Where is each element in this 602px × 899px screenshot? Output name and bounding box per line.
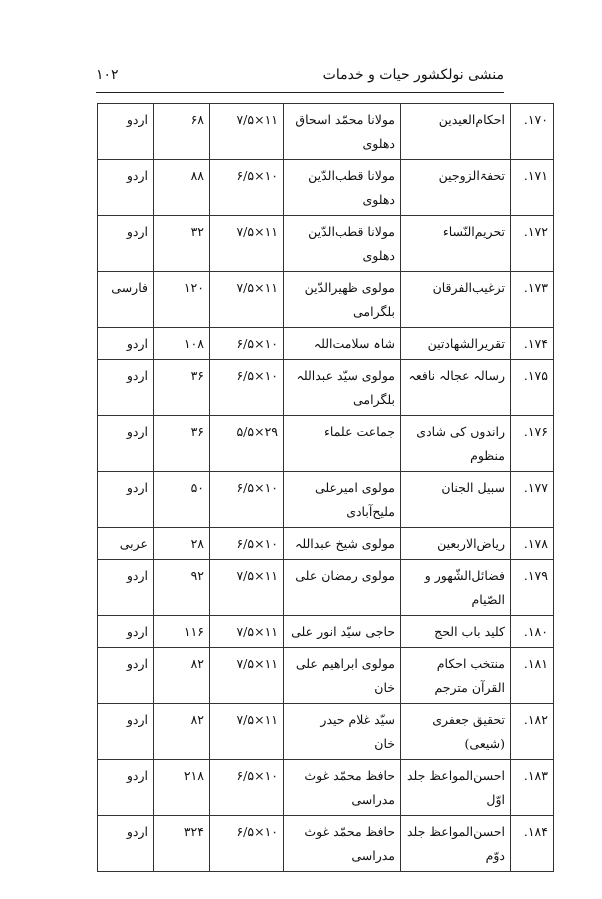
book-size-cell — [210, 560, 284, 616]
page-count-text: ۱۲۰ — [183, 280, 204, 295]
language-cell — [98, 528, 154, 560]
page-count-cell — [154, 328, 210, 360]
book-size-cell — [210, 528, 284, 560]
entry-number-cell — [511, 616, 554, 648]
language-text: اردو — [126, 480, 148, 495]
table-row — [98, 560, 554, 616]
author-line: حافظ محمّد غوث — [304, 824, 395, 839]
book-title-line: اوّل — [486, 792, 505, 807]
book-title-line: ریاض‌الاربعین — [437, 536, 505, 551]
book-title-cell — [401, 760, 511, 816]
author-cell — [284, 648, 401, 704]
author-cell — [284, 160, 401, 216]
entry-number-text: ۱۷۲. — [523, 224, 548, 239]
language-text: اردو — [126, 168, 148, 183]
language-text: عربی — [119, 536, 148, 551]
catalog-body — [98, 104, 554, 872]
page-number: ۱۰۲ — [96, 67, 119, 83]
entry-number-cell — [511, 272, 554, 328]
page-count-cell — [154, 616, 210, 648]
language-text: اردو — [126, 656, 148, 671]
book-size-text: ۱۰×۶/۵ — [236, 480, 278, 495]
book-size-cell — [210, 360, 284, 416]
book-title-cell — [401, 104, 511, 160]
author-line: مولوی سیّد عبداللہ — [296, 368, 395, 383]
table-row — [98, 328, 554, 360]
table-row — [98, 472, 554, 528]
book-size-text: ۱۰×۶/۵ — [236, 536, 278, 551]
table-row — [98, 528, 554, 560]
page-count-text: ۸۲ — [190, 656, 204, 671]
author-line: دھلوی — [362, 136, 395, 151]
author-line: مدراسی — [351, 848, 395, 863]
author-line: مولوی شیخ عبداللہ — [295, 536, 395, 551]
entry-number-cell — [511, 528, 554, 560]
book-title-cell — [401, 560, 511, 616]
language-text: اردو — [126, 568, 148, 583]
table-row — [98, 816, 554, 872]
page-count-cell — [154, 216, 210, 272]
book-size-cell — [210, 616, 284, 648]
entry-number-text: ۱۸۱. — [523, 656, 548, 671]
author-line: بلگرامی — [352, 392, 395, 407]
book-title-line: رسالہ عجالہ نافعہ — [408, 368, 505, 383]
book-size-text: ۱۱×۷/۵ — [236, 224, 278, 239]
language-text: اردو — [126, 112, 148, 127]
author-line: مولانا محمّد اسحاق — [295, 112, 395, 127]
book-title-cell — [401, 160, 511, 216]
book-size-text: ۱۰×۶/۵ — [236, 768, 278, 783]
page-count-cell — [154, 272, 210, 328]
page-count-cell — [154, 816, 210, 872]
book-title-cell — [401, 616, 511, 648]
entry-number-text: ۱۷۶. — [523, 424, 548, 439]
book-size-cell — [210, 160, 284, 216]
language-cell — [98, 704, 154, 760]
author-line: بلگرامی — [352, 304, 395, 319]
running-title: منشی نولکشور حیات و خدمات — [322, 67, 504, 83]
author-cell — [284, 616, 401, 648]
entry-number-cell — [511, 104, 554, 160]
author-line: شاہ سلامت‌اللہ — [313, 336, 395, 351]
entry-number-cell — [511, 416, 554, 472]
book-size-text: ۲۹×۵/۵ — [236, 424, 278, 439]
entry-number-cell — [511, 560, 554, 616]
book-size-text: ۱۱×۷/۵ — [236, 712, 278, 727]
entry-number-text: ۱۸۴. — [523, 824, 548, 839]
page-count-cell — [154, 472, 210, 528]
entry-number-cell — [511, 160, 554, 216]
language-text: اردو — [126, 768, 148, 783]
language-cell — [98, 216, 154, 272]
book-title-cell — [401, 360, 511, 416]
entry-number-cell — [511, 328, 554, 360]
book-size-cell — [210, 760, 284, 816]
language-text: اردو — [126, 624, 148, 639]
entry-number-text: ۱۷۵. — [523, 368, 548, 383]
book-size-cell — [210, 216, 284, 272]
book-title-line: منظوم — [470, 448, 505, 463]
book-title-line: فضائل‌الشّھور و — [424, 568, 505, 583]
author-line: سیّد غلام حیدر — [320, 712, 395, 727]
book-size-cell — [210, 328, 284, 360]
table-row — [98, 704, 554, 760]
table-row — [98, 360, 554, 416]
book-size-text: ۱۱×۷/۵ — [236, 112, 278, 127]
entry-number-text: ۱۷۳. — [523, 280, 548, 295]
language-cell — [98, 160, 154, 216]
book-title-line: تحریم‌النّساء — [442, 224, 505, 239]
page-header — [96, 64, 504, 86]
entry-number-text: ۱۷۸. — [523, 536, 548, 551]
book-title-line: ترغیب‌الفرقان — [432, 280, 505, 295]
entry-number-text: ۱۸۲. — [523, 712, 548, 727]
table-row — [98, 616, 554, 648]
book-size-cell — [210, 816, 284, 872]
page-count-cell — [154, 704, 210, 760]
table-row — [98, 104, 554, 160]
author-line: خان — [374, 680, 395, 695]
entry-number-text: ۱۷۱. — [523, 168, 548, 183]
language-cell — [98, 616, 154, 648]
author-line: مولوی ابراھیم علی — [295, 656, 395, 671]
book-title-cell — [401, 704, 511, 760]
entry-number-text: ۱۷۰. — [523, 112, 548, 127]
entry-number-cell — [511, 360, 554, 416]
book-title-cell — [401, 416, 511, 472]
author-line: حافظ محمّد غوث — [304, 768, 395, 783]
book-title-line: احسن‌المواعظ جلد — [406, 824, 505, 839]
book-size-text: ۱۱×۷/۵ — [236, 656, 278, 671]
language-cell — [98, 328, 154, 360]
book-size-text: ۱۱×۷/۵ — [236, 568, 278, 583]
author-line: خان — [374, 736, 395, 751]
page-count-cell — [154, 360, 210, 416]
language-text: اردو — [126, 824, 148, 839]
book-title-line: (شیعی) — [464, 736, 505, 751]
book-size-text: ۱۰×۶/۵ — [236, 368, 278, 383]
author-cell — [284, 560, 401, 616]
language-text: اردو — [126, 224, 148, 239]
book-title-line: الصّیام — [471, 592, 505, 607]
book-size-text: ۱۱×۷/۵ — [236, 624, 278, 639]
author-line: مدراسی — [351, 792, 395, 807]
page-count-cell — [154, 560, 210, 616]
author-line: ملیح‌آبادی — [346, 504, 395, 519]
book-title-line: منتخب احکام — [436, 656, 505, 671]
book-size-text: ۱۱×۷/۵ — [236, 280, 278, 295]
book-size-cell — [210, 704, 284, 760]
entry-number-text: ۱۷۹. — [523, 568, 548, 583]
book-size-cell — [210, 416, 284, 472]
book-title-line: تقریرالشھادتین — [427, 336, 505, 351]
table-row — [98, 160, 554, 216]
page-count-text: ۱۰۸ — [183, 336, 204, 351]
book-size-cell — [210, 472, 284, 528]
language-cell — [98, 272, 154, 328]
page-count-text: ۳۲ — [190, 224, 204, 239]
page-count-text: ۳۶ — [190, 368, 204, 383]
table-row — [98, 216, 554, 272]
entry-number-cell — [511, 816, 554, 872]
book-size-cell — [210, 648, 284, 704]
author-cell — [284, 416, 401, 472]
book-size-cell — [210, 104, 284, 160]
author-cell — [284, 472, 401, 528]
author-cell — [284, 816, 401, 872]
language-cell — [98, 816, 154, 872]
book-title-cell — [401, 816, 511, 872]
language-text: اردو — [126, 336, 148, 351]
book-title-cell — [401, 216, 511, 272]
page-count-cell — [154, 160, 210, 216]
table-row — [98, 648, 554, 704]
author-line: مولوی امیرعلی — [314, 480, 395, 495]
book-title-line: احکام‌العیدین — [438, 112, 505, 127]
page-count-cell — [154, 104, 210, 160]
author-line: جماعت علماء — [324, 424, 395, 439]
author-line: مولانا قطب‌الدّین — [308, 168, 395, 183]
page-count-text: ۱۱۶ — [183, 624, 204, 639]
entry-number-text: ۱۸۰. — [523, 624, 548, 639]
table-row — [98, 760, 554, 816]
author-cell — [284, 528, 401, 560]
author-cell — [284, 104, 401, 160]
entry-number-cell — [511, 704, 554, 760]
page-count-text: ۸۸ — [190, 168, 204, 183]
book-title-line: تحقیق جعفری — [432, 712, 505, 727]
entry-number-text: ۱۷۷. — [523, 480, 548, 495]
author-line: حاجی سیّد انور علی — [291, 624, 395, 639]
language-cell — [98, 648, 154, 704]
catalog-table — [97, 103, 554, 872]
book-size-cell — [210, 272, 284, 328]
language-cell — [98, 360, 154, 416]
author-cell — [284, 360, 401, 416]
language-cell — [98, 472, 154, 528]
author-line: دھلوی — [362, 248, 395, 263]
page-count-text: ۲۱۸ — [183, 768, 204, 783]
table-row — [98, 272, 554, 328]
author-cell — [284, 704, 401, 760]
book-title-line: سبیل الجنان — [441, 480, 505, 495]
book-title-line: احسن‌المواعظ جلد — [406, 768, 505, 783]
entry-number-cell — [511, 472, 554, 528]
page-count-text: ۳۶ — [190, 424, 204, 439]
book-title-cell — [401, 648, 511, 704]
book-title-cell — [401, 472, 511, 528]
book-title-cell — [401, 272, 511, 328]
page-count-cell — [154, 760, 210, 816]
author-cell — [284, 760, 401, 816]
page-count-cell — [154, 528, 210, 560]
page-count-cell — [154, 648, 210, 704]
book-size-text: ۱۰×۶/۵ — [236, 168, 278, 183]
language-text: اردو — [126, 712, 148, 727]
page-count-text: ۳۲۴ — [183, 824, 204, 839]
book-title-cell — [401, 528, 511, 560]
book-title-line: القرآن مترجم — [434, 680, 505, 695]
entry-number-cell — [511, 216, 554, 272]
page-count-text: ۶۸ — [190, 112, 204, 127]
language-text: فارسی — [111, 280, 148, 295]
header-rule — [96, 92, 504, 93]
entry-number-text: ۱۷۴. — [523, 336, 548, 351]
book-size-text: ۱۰×۶/۵ — [236, 336, 278, 351]
author-line: مولوی ظھیرالدّین — [304, 280, 395, 295]
page-count-text: ۲۸ — [190, 536, 204, 551]
book-size-text: ۱۰×۶/۵ — [236, 824, 278, 839]
language-cell — [98, 560, 154, 616]
author-cell — [284, 272, 401, 328]
entry-number-cell — [511, 760, 554, 816]
book-title-line: کلید باب الحج — [434, 624, 505, 639]
page-count-text: ۵۰ — [190, 480, 204, 495]
language-text: اردو — [126, 368, 148, 383]
entry-number-cell — [511, 648, 554, 704]
language-cell — [98, 104, 154, 160]
language-cell — [98, 416, 154, 472]
entry-number-text: ۱۸۳. — [523, 768, 548, 783]
author-line: مولانا قطب‌الدّین — [308, 224, 395, 239]
page-count-text: ۹۲ — [190, 568, 204, 583]
book-title-line: دوّم — [485, 848, 505, 863]
table-row — [98, 416, 554, 472]
language-text: اردو — [126, 424, 148, 439]
page-count-text: ۸۲ — [190, 712, 204, 727]
book-title-line: راندوں کی شادی — [416, 424, 505, 439]
page-count-cell — [154, 416, 210, 472]
book-title-cell — [401, 328, 511, 360]
author-line: دھلوی — [362, 192, 395, 207]
author-cell — [284, 328, 401, 360]
book-title-line: تحفۃ‌الزوجین — [438, 168, 505, 183]
language-cell — [98, 760, 154, 816]
author-cell — [284, 216, 401, 272]
author-line: مولوی رمضان علی — [295, 568, 395, 583]
